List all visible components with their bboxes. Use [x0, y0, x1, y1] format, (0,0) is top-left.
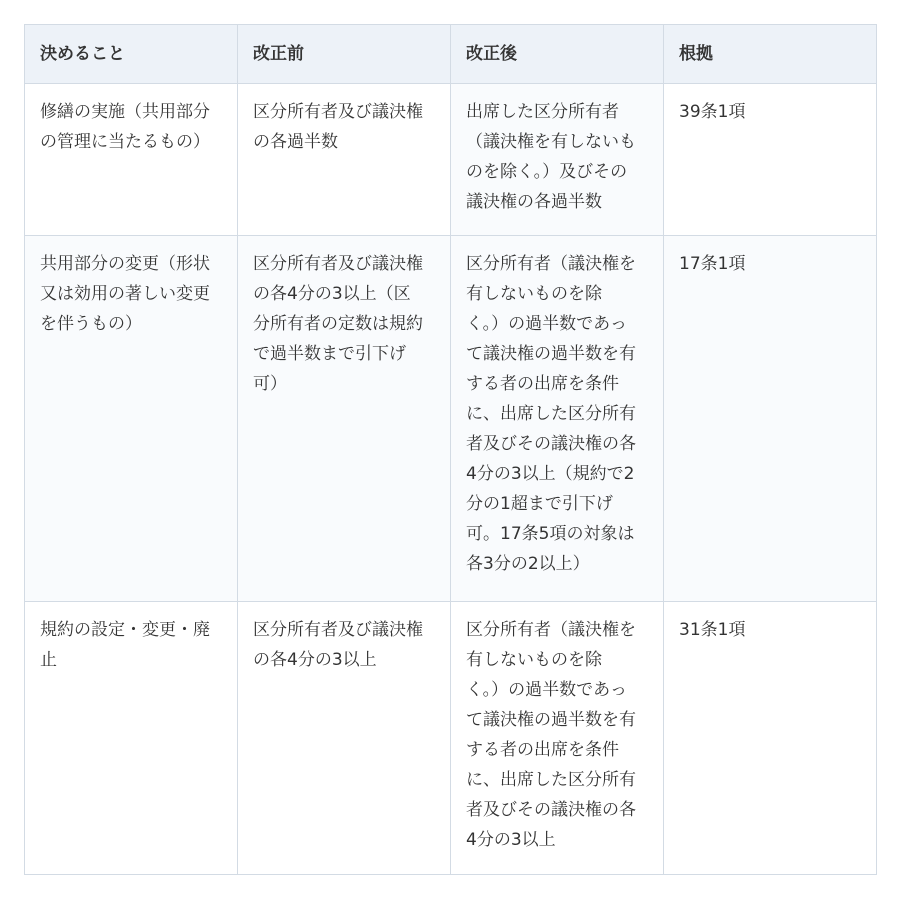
table-header-row [25, 25, 877, 84]
cell-line: 39条1項 [679, 102, 746, 122]
header-basis: 根拠 [664, 25, 877, 84]
comparison-table-container [24, 24, 876, 875]
cell-line: 有しないものを除 [466, 650, 602, 670]
header-after: 改正後 [451, 25, 664, 84]
cell-basis [664, 84, 877, 236]
table-row [25, 236, 877, 602]
cell-before [238, 84, 451, 236]
cell-line: 区分所有者（議決権を [466, 254, 636, 274]
cell-item [25, 84, 238, 236]
cell-item [25, 602, 238, 875]
cell-line: に、出席した区分所有 [466, 404, 636, 424]
table-row [25, 602, 877, 875]
cell-line: （議決権を有しないも [466, 132, 636, 152]
cell-line: 議決権の各過半数 [466, 192, 602, 212]
cell-line: 又は効用の著しい変更 [40, 284, 210, 304]
cell-after [451, 236, 664, 602]
cell-line: する者の出席を条件 [466, 740, 619, 760]
cell-line: て議決権の過半数を有 [466, 710, 636, 730]
cell-line: 分所有者の定数は規約 [253, 314, 423, 334]
table-row [25, 84, 877, 236]
cell-line: 区分所有者及び議決権 [253, 620, 423, 640]
cell-before [238, 236, 451, 602]
cell-line: 17条1項 [679, 254, 746, 274]
cell-basis [664, 236, 877, 602]
cell-line: 共用部分の変更（形状 [40, 254, 210, 274]
cell-after [451, 84, 664, 236]
cell-line: 規約の設定・変更・廃 [40, 620, 210, 640]
header-item: 決めること [25, 25, 238, 84]
cell-line: 出席した区分所有者 [466, 102, 619, 122]
cell-line: 4分の3以上（規約で2 [466, 464, 635, 484]
cell-line: 区分所有者及び議決権 [253, 102, 423, 122]
cell-line: を伴うもの） [40, 314, 142, 334]
cell-line: 区分所有者及び議決権 [253, 254, 423, 274]
cell-item [25, 236, 238, 602]
cell-after [451, 602, 664, 875]
cell-line: て議決権の過半数を有 [466, 344, 636, 364]
cell-line: 分の1超まで引下げ [466, 494, 613, 514]
cell-line: 各3分の2以上） [466, 554, 590, 574]
cell-line: の各4分の3以上（区 [253, 284, 411, 304]
cell-line: 可。17条5項の対象は [466, 524, 635, 544]
cell-line: く。）の過半数であっ [466, 314, 627, 334]
cell-line: 可） [253, 374, 287, 394]
comparison-table [24, 24, 877, 875]
cell-line: 止 [40, 650, 57, 670]
cell-line: 者及びその議決権の各 [466, 434, 636, 454]
cell-line: く。）の過半数であっ [466, 680, 627, 700]
cell-line: する者の出席を条件 [466, 374, 619, 394]
cell-line: 者及びその議決権の各 [466, 800, 636, 820]
cell-line: 有しないものを除 [466, 284, 602, 304]
cell-line: 4分の3以上 [466, 830, 556, 850]
cell-basis [664, 602, 877, 875]
cell-line: 31条1項 [679, 620, 746, 640]
cell-line: の各4分の3以上 [253, 650, 377, 670]
cell-line: の管理に当たるもの） [40, 132, 210, 152]
cell-line: 修繕の実施（共用部分 [40, 102, 210, 122]
header-before: 改正前 [238, 25, 451, 84]
cell-line: の各過半数 [253, 132, 338, 152]
cell-line: で過半数まで引下げ [253, 344, 406, 364]
cell-line: 区分所有者（議決権を [466, 620, 636, 640]
cell-line: に、出席した区分所有 [466, 770, 636, 790]
cell-line: のを除く。）及びその [466, 162, 628, 182]
cell-before [238, 602, 451, 875]
